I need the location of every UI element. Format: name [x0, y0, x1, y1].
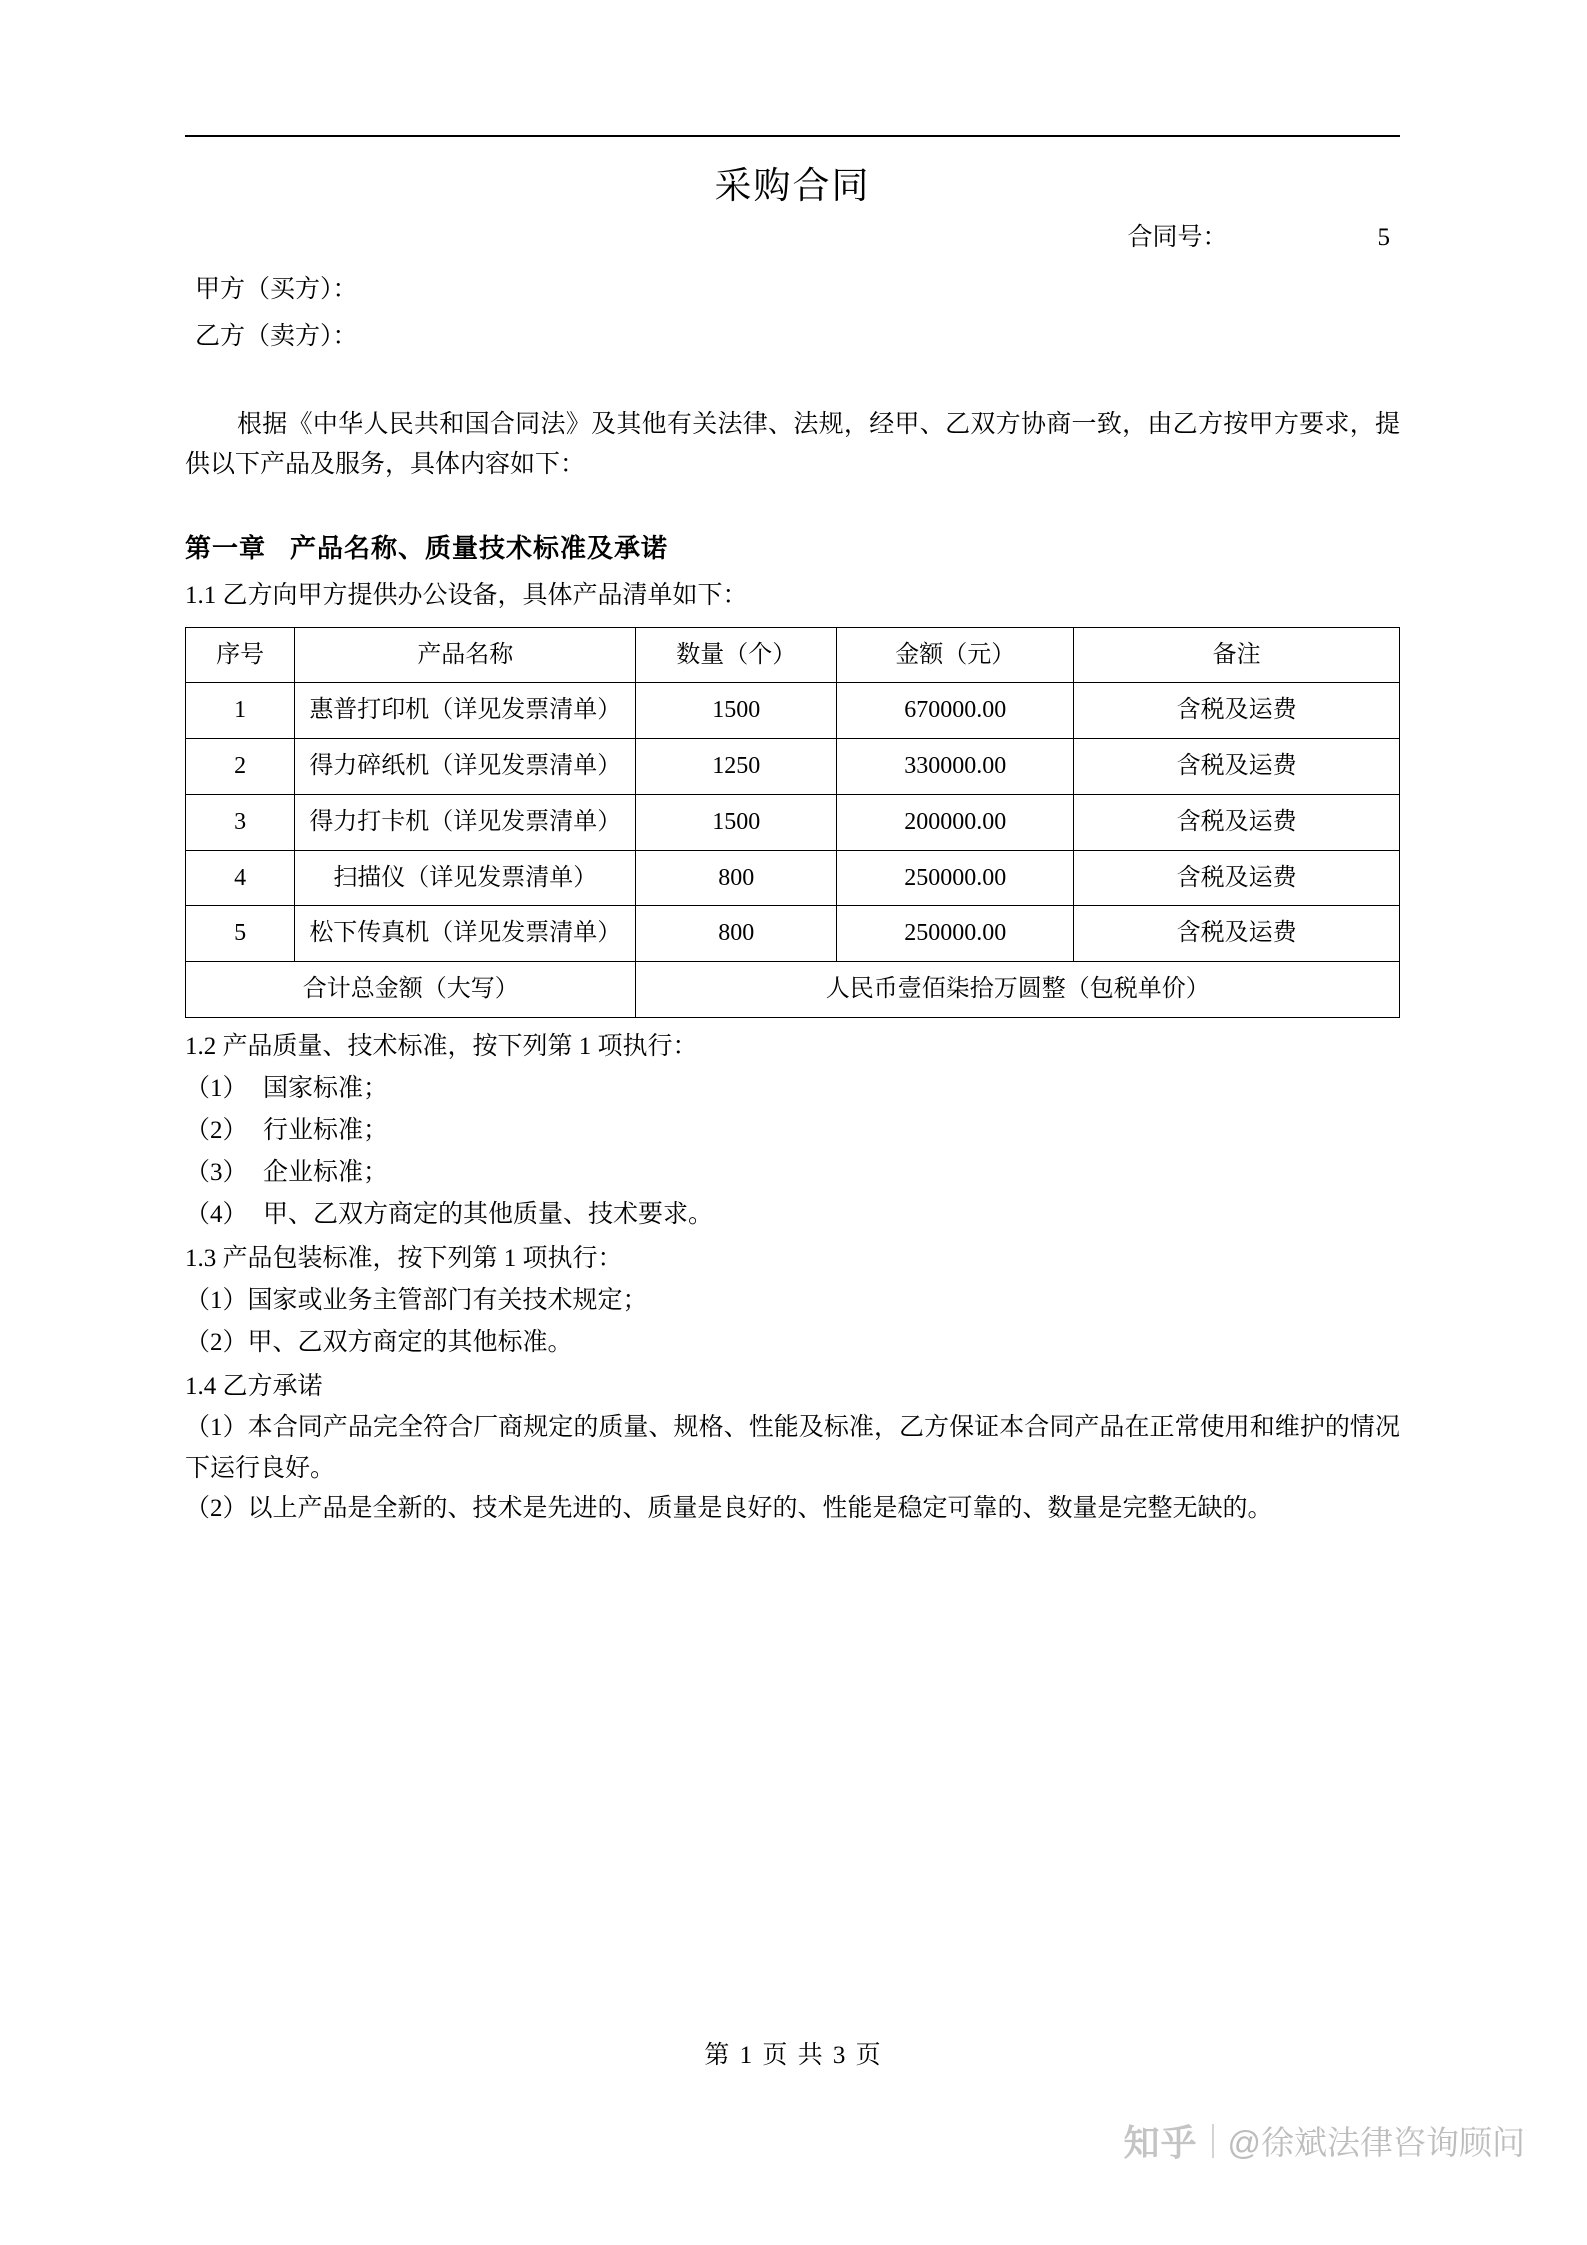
- cell-note: 含税及运费: [1074, 739, 1400, 795]
- col-header-product: 产品名称: [295, 627, 636, 683]
- cell-quantity: 800: [636, 850, 837, 906]
- col-header-index: 序号: [186, 627, 295, 683]
- party-a-line: 甲方（买方）：: [195, 276, 358, 303]
- cell-quantity: 800: [636, 906, 837, 962]
- watermark-account: @徐斌法律咨询顾问: [1227, 2124, 1525, 2161]
- cell-product: 扫描仪（详见发票清单）: [295, 850, 636, 906]
- table-row: [186, 794, 1400, 850]
- cell-product: 松下传真机（详见发票清单）: [295, 906, 636, 962]
- table-row: [186, 683, 1400, 739]
- clause-1-2: 1.2 产品质量、技术标准，按下列第 1 项执行：: [185, 1033, 698, 1061]
- cell-note: 含税及运费: [1074, 906, 1400, 962]
- clause-1-4-item-1: （1）本合同产品完全符合厂商规定的质量、规格、性能及标准，乙方保证本合同产品在正常使用和维护的情况下运行良好。: [185, 1414, 1400, 1482]
- clause-1-2-item-3-text: 企业标准；: [263, 1159, 389, 1187]
- cell-index: 5: [186, 906, 295, 962]
- clause-1-4: 1.4 乙方承诺: [185, 1373, 323, 1401]
- chapter-1-number: 第一章: [185, 533, 267, 563]
- clause-1-4-item-2: （2）以上产品是全新的、技术是先进的、质量是良好的、性能是稳定可靠的、数量是完整无缺的。: [185, 1495, 1273, 1523]
- zhihu-logo: 知乎: [1123, 2122, 1198, 2163]
- cell-amount: 670000.00: [837, 683, 1074, 739]
- intro-paragraph: 根据《中华人民共和国合同法》及其他有关法律、法规，经甲、乙双方协商一致，由乙方按甲方要求，提供以下产品及服务，具体内容如下：: [185, 410, 1400, 478]
- clause-1-2-item-3: [185, 1152, 1400, 1194]
- cell-index: 2: [186, 739, 295, 795]
- table-header-row: [186, 627, 1400, 683]
- col-header-quantity: 数量（个）: [636, 627, 837, 683]
- cell-index: 1: [186, 683, 295, 739]
- clause-1-2-item-2: [185, 1110, 1400, 1152]
- clause-1-2-item-4: [185, 1194, 1400, 1236]
- cell-amount: 330000.00: [837, 739, 1074, 795]
- clause-1-2-item-2-text: 行业标准；: [263, 1117, 389, 1145]
- contract-number-value: 5: [1377, 224, 1390, 251]
- watermark-divider: [1212, 2124, 1214, 2158]
- cell-amount: 200000.00: [837, 794, 1074, 850]
- table-row: [186, 906, 1400, 962]
- contract-number-label: 合同号：: [1127, 224, 1228, 251]
- cell-quantity: 1500: [636, 794, 837, 850]
- cell-product: 得力碎纸机（详见发票清单）: [295, 739, 636, 795]
- header-rule: [185, 135, 1400, 137]
- contract-number-line: [185, 217, 1400, 253]
- clause-1-2-item-4-number: （4）: [185, 1201, 248, 1229]
- clause-1-1: 1.1 乙方向甲方提供办公设备，具体产品清单如下：: [185, 581, 748, 609]
- party-b-line: 乙方（卖方）：: [195, 322, 358, 350]
- cell-product: 得力打卡机（详见发票清单）: [295, 794, 636, 850]
- clause-1-2-item-1-number: （1）: [185, 1075, 248, 1103]
- page-title: 采购合同: [714, 166, 871, 207]
- cell-index: 3: [186, 794, 295, 850]
- cell-index: 4: [186, 850, 295, 906]
- total-label: 合计总金额（大写）: [186, 962, 636, 1018]
- table-row: [186, 739, 1400, 795]
- clause-1-2-item-1: [185, 1068, 1400, 1110]
- clause-1-2-item-2-number: （2）: [185, 1117, 248, 1145]
- cell-note: 含税及运费: [1074, 850, 1400, 906]
- clause-1-2-item-4-text: 甲、乙双方商定的其他质量、技术要求。: [263, 1201, 714, 1229]
- cell-note: 含税及运费: [1074, 683, 1400, 739]
- cell-product: 惠普打印机（详见发票清单）: [295, 683, 636, 739]
- cell-note: 含税及运费: [1074, 794, 1400, 850]
- table-row: [186, 850, 1400, 906]
- total-value: 人民币壹佰柒拾万圆整（包税单价）: [636, 962, 1400, 1018]
- cell-amount: 250000.00: [837, 850, 1074, 906]
- clause-1-3-item-1: （1）国家或业务主管部门有关技术规定；: [185, 1287, 648, 1315]
- clause-1-3-item-2: （2）甲、乙双方商定的其他标准。: [185, 1329, 573, 1357]
- watermark: [1123, 2115, 1525, 2166]
- chapter-1-title: 产品名称、质量技术标准及承诺: [290, 533, 669, 563]
- clause-1-3: 1.3 产品包装标准，按下列第 1 项执行：: [185, 1245, 623, 1273]
- chapter-1-heading: [185, 528, 1400, 565]
- page-footer: 第 1 页 共 3 页: [704, 2042, 883, 2069]
- col-header-amount: 金额（元）: [837, 627, 1074, 683]
- product-table: [185, 627, 1400, 1019]
- col-header-note: 备注: [1074, 627, 1400, 683]
- clause-1-2-item-1-text: 国家标准；: [263, 1075, 389, 1103]
- clause-1-2-item-3-number: （3）: [185, 1159, 248, 1187]
- cell-quantity: 1250: [636, 739, 837, 795]
- cell-amount: 250000.00: [837, 906, 1074, 962]
- table-total-row: [186, 962, 1400, 1018]
- document-body: [185, 135, 1400, 1530]
- cell-quantity: 1500: [636, 683, 837, 739]
